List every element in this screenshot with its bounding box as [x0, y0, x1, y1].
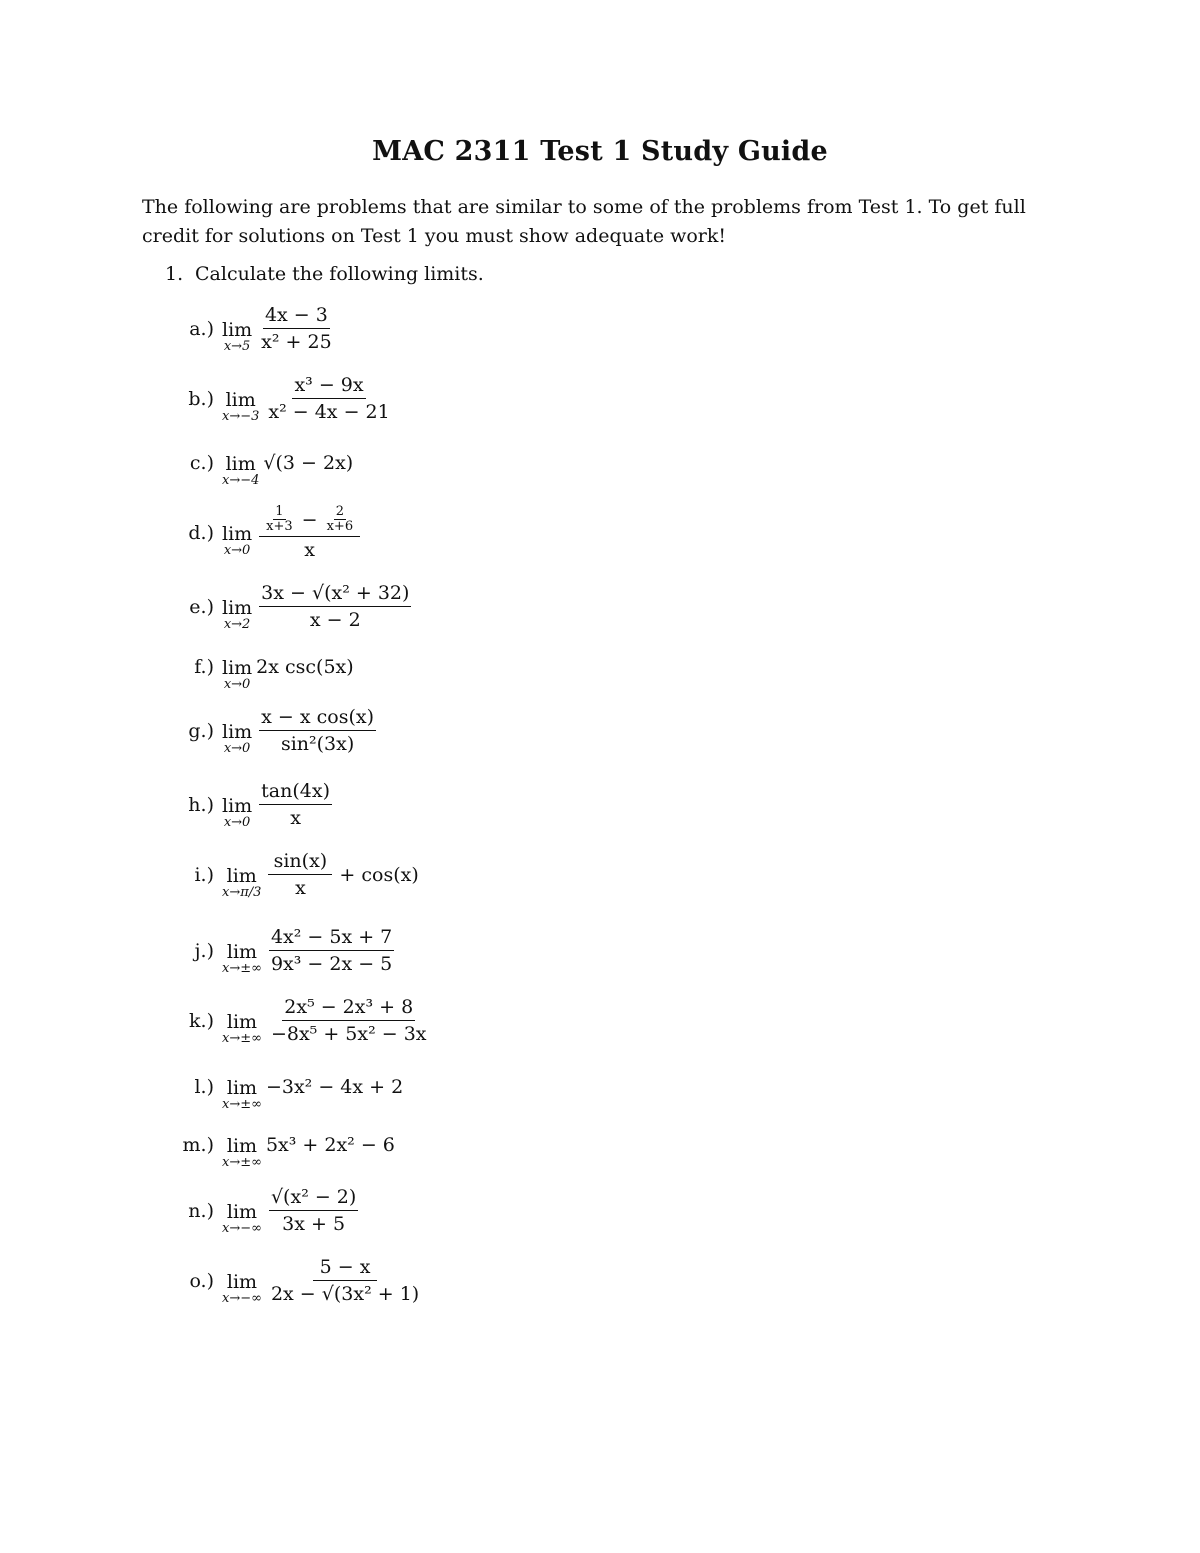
- problem-label: m.): [182, 1134, 214, 1156]
- problem-o: [170, 1256, 424, 1305]
- problem-label: f.): [194, 656, 214, 678]
- inner-fraction-1: $\frac{1}{x+3}$: [266, 504, 293, 534]
- limit-subscript: x→0: [223, 677, 251, 692]
- problem-h: [170, 780, 335, 829]
- problem-e: [170, 582, 414, 631]
- denominator: x² − 4x − 21: [268, 401, 390, 423]
- problem-label: a.): [189, 317, 214, 340]
- denominator: 2x − √(3x² + 1): [270, 1283, 420, 1305]
- numerator: 4x² − 5x + 7: [269, 926, 394, 951]
- numerator: x − x cos(x): [259, 706, 376, 731]
- limit-operator: lim x→π/3: [222, 864, 262, 900]
- limit-operator: lim x→−∞: [222, 1270, 262, 1306]
- problem-label: h.): [188, 793, 214, 816]
- limit-subscript: x→−∞: [222, 1290, 262, 1306]
- problem-i: [170, 850, 419, 899]
- numerator: 3x − √(x² + 32): [259, 582, 411, 607]
- limit-subscript: x→−4: [222, 473, 260, 488]
- limit-operator: lim x→−∞: [222, 1200, 262, 1236]
- expression-tail: + cos(x): [339, 863, 419, 886]
- limit-operator: lim x→5: [222, 318, 253, 354]
- problem-d: [170, 505, 363, 561]
- expression: −3x² − 4x + 2: [265, 1076, 404, 1098]
- problem-label: b.): [188, 387, 214, 410]
- fraction: [259, 582, 411, 631]
- limit-subscript: x→0: [223, 543, 251, 558]
- numerator: $\frac{1}{x+3}$ − $\frac{2}{x+6}$: [259, 505, 360, 537]
- fraction: [266, 374, 391, 423]
- problem-label: n.): [188, 1199, 214, 1222]
- limit-subscript: x→2: [223, 616, 251, 632]
- problem-a: [170, 304, 337, 353]
- problem-n: [170, 1186, 361, 1235]
- denominator: sin²(3x): [280, 733, 355, 755]
- limit-subscript: x→0: [223, 814, 251, 830]
- denominator: x² + 25: [261, 331, 332, 353]
- problem-label: d.): [188, 522, 214, 544]
- fraction: [269, 1186, 358, 1235]
- expression: 5x³ + 2x² − 6: [265, 1134, 395, 1156]
- fraction: [259, 505, 360, 561]
- problem-g: [170, 706, 379, 755]
- numerator: sin(x): [268, 850, 332, 875]
- question-number: 1.: [165, 263, 184, 285]
- limit-subscript: x→±∞: [222, 960, 262, 976]
- numerator: tan(4x): [259, 780, 332, 805]
- problem-label: g.): [188, 719, 214, 742]
- numerator: 2x⁵ − 2x³ + 8: [282, 996, 415, 1021]
- numerator: 4x − 3: [263, 304, 330, 329]
- limit-subscript: x→−∞: [222, 1220, 262, 1236]
- fraction: [259, 706, 376, 755]
- question-text: Calculate the following limits.: [195, 263, 484, 285]
- limit-operator: lim x→±∞: [222, 1077, 262, 1112]
- page-title: MAC 2311 Test 1 Study Guide: [372, 136, 828, 167]
- fraction: [259, 304, 334, 353]
- limit-operator: lim x→−3: [222, 388, 260, 424]
- problem-c: [170, 446, 354, 488]
- intro-paragraph: The following are problems that are similar to some of the problems from Test 1. To get full credit for solutions on Test 1 you must show adequate work!: [142, 196, 1026, 247]
- problem-b: [170, 374, 395, 423]
- problem-label: k.): [189, 1009, 214, 1032]
- problem-f: [170, 650, 354, 692]
- limit-subscript: x→±∞: [222, 1097, 262, 1112]
- problem-k: [170, 996, 432, 1045]
- limit-operator: lim x→±∞: [222, 1010, 262, 1046]
- inner-fraction-2: $\frac{2}{x+6}$: [326, 504, 354, 534]
- problem-l: [170, 1070, 404, 1112]
- problem-label: i.): [194, 863, 214, 886]
- problem-m: [170, 1128, 395, 1170]
- limit-operator: lim x→−4: [222, 453, 260, 488]
- fraction: [269, 996, 429, 1045]
- numerator: 5 − x: [313, 1256, 377, 1281]
- denominator: 9x³ − 2x − 5: [270, 953, 393, 975]
- problem-j: [170, 926, 397, 975]
- limit-operator: lim x→±∞: [222, 940, 262, 976]
- denominator: −8x⁵ + 5x² − 3x: [270, 1023, 427, 1045]
- denominator: x: [295, 877, 306, 899]
- denominator: x: [290, 807, 301, 829]
- limit-subscript: x→±∞: [222, 1155, 262, 1170]
- limit-operator: lim x→±∞: [222, 1135, 262, 1170]
- fraction: [268, 850, 332, 899]
- expression: 2x csc(5x): [256, 656, 354, 678]
- limit-operator: lim x→2: [222, 596, 253, 632]
- limit-subscript: x→−3: [222, 408, 260, 424]
- limit-operator: lim x→0: [222, 720, 253, 756]
- limit-subscript: x→5: [223, 338, 251, 354]
- fraction: [259, 780, 332, 829]
- numerator: √(x² − 2): [269, 1186, 358, 1211]
- denominator: 3x + 5: [282, 1213, 346, 1235]
- problem-label: c.): [189, 452, 214, 474]
- limit-operator: lim x→0: [222, 657, 253, 692]
- limit-operator: lim x→0: [222, 523, 253, 558]
- limit-subscript: x→±∞: [222, 1030, 262, 1046]
- fraction: [269, 926, 394, 975]
- expression: √(3 − 2x): [263, 452, 354, 474]
- question-1: [165, 263, 484, 285]
- limit-subscript: x→π/3: [222, 884, 262, 900]
- fraction: [269, 1256, 421, 1305]
- problem-label: j.): [194, 939, 214, 962]
- limit-operator: lim x→0: [222, 794, 253, 830]
- denominator: x: [304, 539, 315, 561]
- problem-label: o.): [189, 1269, 214, 1292]
- problem-label: e.): [189, 595, 214, 618]
- numerator: x³ − 9x: [292, 374, 365, 399]
- denominator: x − 2: [309, 609, 361, 631]
- problem-label: l.): [194, 1076, 214, 1098]
- limit-subscript: x→0: [223, 740, 251, 756]
